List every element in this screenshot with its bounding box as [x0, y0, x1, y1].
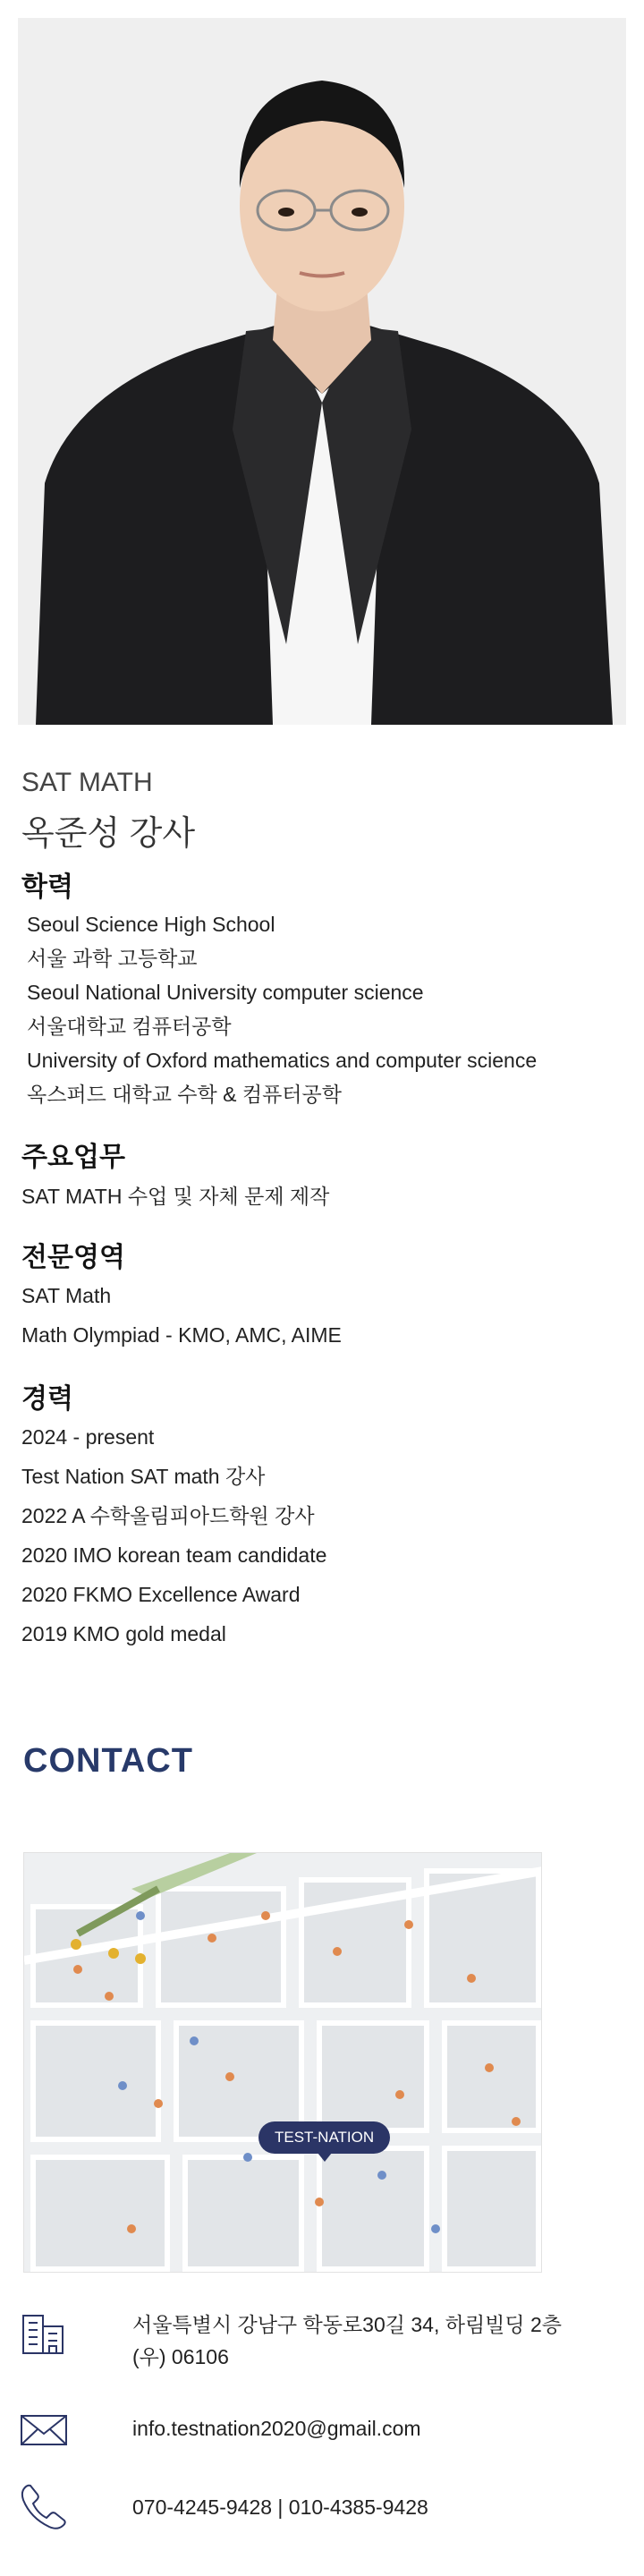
envelope-icon — [20, 2405, 68, 2453]
career-list — [21, 1417, 326, 1654]
phone-icon — [20, 2482, 68, 2530]
list-item: SAT Math — [21, 1284, 112, 1307]
list-item: 2024 - present — [21, 1425, 155, 1449]
phone-numbers[interactable]: 070-4245-9428 | 010-4385-9428 — [132, 2495, 428, 2519]
address-postal: (우) 06106 — [132, 2345, 229, 2368]
profile-photo — [18, 18, 626, 725]
email-link[interactable]: info.testnation2020@gmail.com — [132, 2417, 421, 2440]
location-map[interactable] — [23, 1852, 542, 2273]
expertise-heading: 전문영역 — [21, 1243, 125, 1272]
phone-row — [20, 2482, 628, 2530]
list-item: 서울대학교 컴퓨터공학 — [27, 1015, 232, 1038]
list-item: Test Nation SAT math 강사 — [21, 1465, 266, 1488]
duties-list — [21, 1179, 329, 1213]
education-heading: 학력 — [21, 872, 73, 902]
list-item: Seoul Science High School — [27, 913, 275, 936]
list-item: 2022 A 수학올림피아드학원 강사 — [21, 1504, 315, 1527]
career-heading: 경력 — [21, 1384, 73, 1414]
list-item: 2019 KMO gold medal — [21, 1622, 226, 1645]
duties-heading: 주요업무 — [21, 1143, 125, 1172]
email-row — [20, 2405, 628, 2453]
address-line1: 서울특별시 강남구 학동로30길 34, 하림빌딩 2층 — [132, 2313, 563, 2336]
list-item: 2020 FKMO Excellence Award — [21, 1583, 301, 1606]
building-icon — [20, 2308, 68, 2357]
list-item: Seoul National University computer science — [27, 981, 424, 1004]
list-item: 2020 IMO korean team candidate — [21, 1543, 327, 1567]
contact-heading: CONTACT — [23, 1742, 193, 1780]
list-item: 옥스퍼드 대학교 수학 & 컴퓨터공학 — [27, 1083, 342, 1106]
list-item: 서울 과학 고등학교 — [27, 947, 198, 970]
education-list — [21, 907, 537, 1111]
map-pin-label[interactable]: TEST-NATION — [258, 2121, 390, 2154]
teacher-name: 옥준성 강사 — [21, 815, 196, 853]
expertise-list — [21, 1276, 342, 1355]
list-item: University of Oxford mathematics and computer science — [27, 1049, 538, 1072]
list-item: SAT MATH 수업 및 자체 문제 제작 — [21, 1185, 330, 1208]
subject-label: SAT MATH — [21, 768, 153, 797]
address-row — [20, 2308, 628, 2373]
list-item: Math Olympiad - KMO, AMC, AIME — [21, 1323, 342, 1347]
